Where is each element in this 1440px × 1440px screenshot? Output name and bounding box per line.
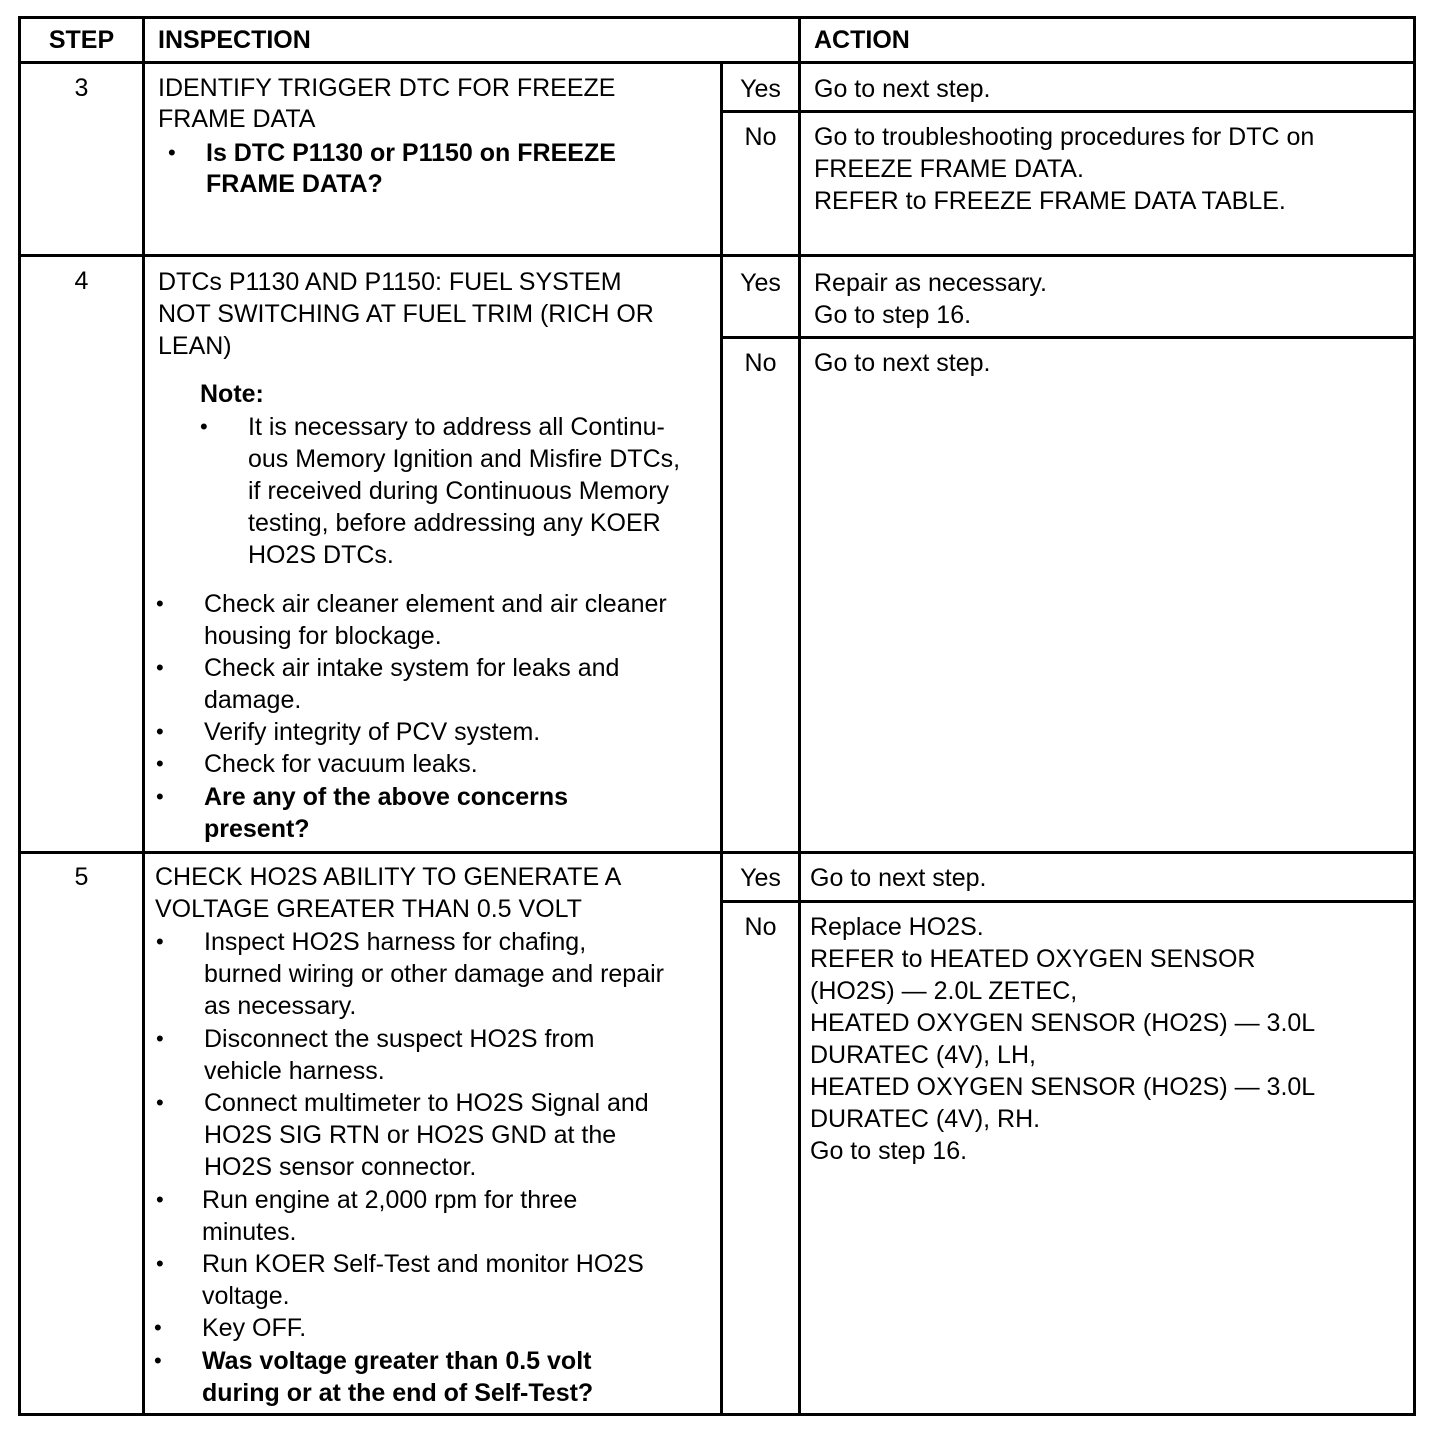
- no-action: REFER to FREEZE FRAME DATA TABLE.: [814, 187, 1286, 215]
- inspection-title: IDENTIFY TRIGGER DTC FOR FREEZE: [158, 74, 616, 102]
- inspection-bullet: Run KOER Self-Test and monitor HO2S: [202, 1250, 644, 1278]
- inspection-bullet: voltage.: [202, 1282, 290, 1310]
- inspection-question: FRAME DATA?: [206, 170, 383, 198]
- step-number: 5: [74, 863, 89, 891]
- bullet: •: [156, 1026, 164, 1051]
- no-action: (HO2S) — 2.0L ZETEC,: [810, 977, 1078, 1005]
- row-3-yes-divider: [720, 110, 1416, 113]
- row-3-bottom: [18, 254, 1416, 257]
- inspection-question: Are any of the above concerns: [204, 783, 569, 811]
- no-action: DURATEC (4V), LH,: [810, 1041, 1036, 1069]
- inspection-bullet: Check for vacuum leaks.: [204, 750, 478, 778]
- bullet: •: [156, 1251, 164, 1276]
- no-action: Go to next step.: [814, 349, 991, 377]
- bullet: •: [156, 591, 164, 616]
- bullet: •: [156, 929, 164, 954]
- border-top: [18, 16, 1416, 19]
- no-action: FREEZE FRAME DATA.: [814, 155, 1084, 183]
- row-5-yes-divider: [720, 900, 1416, 903]
- note-text: testing, before addressing any KOER: [248, 509, 661, 537]
- bullet: •: [200, 414, 208, 439]
- no-action: HEATED OXYGEN SENSOR (HO2S) — 3.0L: [810, 1009, 1316, 1037]
- inspection-title: VOLTAGE GREATER THAN 0.5 VOLT: [155, 895, 582, 923]
- yes-action: Repair as necessary.: [814, 269, 1047, 297]
- no-action: DURATEC (4V), RH.: [810, 1105, 1041, 1133]
- inspection-bullet: Run engine at 2,000 rpm for three: [202, 1186, 578, 1214]
- inspection-bullet: Inspect HO2S harness for chafing,: [204, 928, 587, 956]
- no-action: Go to step 16.: [810, 1137, 968, 1165]
- inspection-bullet: minutes.: [202, 1218, 297, 1246]
- inspection-question: Is DTC P1130 or P1150 on FREEZE: [206, 139, 616, 167]
- inspection-bullet: Connect multimeter to HO2S Signal and: [204, 1089, 649, 1117]
- divider-step: [142, 16, 145, 1416]
- yes-action: Go to next step.: [814, 75, 991, 103]
- header-bottom: [18, 61, 1416, 64]
- inspection-bullet: HO2S sensor connector.: [204, 1153, 477, 1181]
- note-text: if received during Continuous Memory: [248, 477, 670, 505]
- inspection-question: present?: [204, 815, 310, 843]
- no-label: No: [744, 913, 777, 941]
- inspection-question: during or at the end of Self-Test?: [202, 1379, 594, 1407]
- inspection-bullet: Verify integrity of PCV system.: [204, 718, 541, 746]
- inspection-title: NOT SWITCHING AT FUEL TRIM (RICH OR: [158, 300, 654, 328]
- bullet: •: [168, 140, 176, 165]
- header-step: STEP: [48, 26, 115, 54]
- inspection-bullet: Key OFF.: [202, 1314, 307, 1342]
- bullet: •: [156, 655, 164, 680]
- row-4-bottom: [18, 851, 1416, 854]
- divider-yesno: [720, 63, 723, 1416]
- bullet: •: [156, 1187, 164, 1212]
- yes-label: Yes: [740, 864, 781, 892]
- row-4-yes-divider: [720, 336, 1416, 339]
- no-action: Replace HO2S.: [810, 913, 984, 941]
- border-left: [18, 16, 21, 1416]
- inspection-bullet: HO2S SIG RTN or HO2S GND at the: [204, 1121, 617, 1149]
- no-action: HEATED OXYGEN SENSOR (HO2S) — 3.0L: [810, 1073, 1316, 1101]
- bullet: •: [154, 1348, 162, 1373]
- header-inspection: INSPECTION: [158, 26, 311, 54]
- diagnostic-table: [18, 16, 1416, 1416]
- inspection-bullet: housing for blockage.: [204, 622, 442, 650]
- inspection-bullet: burned wiring or other damage and repair: [204, 960, 664, 988]
- inspection-bullet: Check air cleaner element and air cleaner: [204, 590, 667, 618]
- no-label: No: [744, 349, 777, 377]
- inspection-question: Was voltage greater than 0.5 volt: [202, 1347, 592, 1375]
- bullet: •: [156, 751, 164, 776]
- inspection-bullet: Check air intake system for leaks and: [204, 654, 620, 682]
- bullet: •: [154, 1315, 162, 1340]
- no-action: REFER to HEATED OXYGEN SENSOR: [810, 945, 1256, 973]
- note-text: ous Memory Ignition and Misfire DTCs,: [248, 445, 681, 473]
- yes-label: Yes: [740, 75, 781, 103]
- divider-action: [798, 16, 801, 1416]
- yes-action: Go to step 16.: [814, 301, 972, 329]
- inspection-title: FRAME DATA: [158, 105, 316, 133]
- border-right: [1413, 16, 1416, 1416]
- inspection-title: LEAN): [158, 332, 232, 360]
- inspection-title: DTCs P1130 AND P1150: FUEL SYSTEM: [158, 268, 622, 296]
- yes-action: Go to next step.: [810, 864, 987, 892]
- yes-label: Yes: [740, 269, 781, 297]
- border-bottom: [18, 1413, 1416, 1416]
- bullet: •: [156, 784, 164, 809]
- inspection-bullet: vehicle harness.: [204, 1057, 385, 1085]
- note-text: HO2S DTCs.: [248, 541, 394, 569]
- inspection-title: CHECK HO2S ABILITY TO GENERATE A: [155, 863, 622, 891]
- step-number: 4: [74, 267, 89, 295]
- step-number: 3: [74, 74, 89, 102]
- bullet: •: [156, 1090, 164, 1115]
- bullet: •: [156, 719, 164, 744]
- inspection-bullet: Disconnect the suspect HO2S from: [204, 1025, 595, 1053]
- inspection-bullet: as necessary.: [204, 992, 357, 1020]
- no-action: Go to troubleshooting procedures for DTC on: [814, 123, 1315, 151]
- inspection-bullet: damage.: [204, 686, 302, 714]
- note-text: It is necessary to address all Continu-: [248, 413, 665, 441]
- note-label: Note:: [200, 380, 264, 408]
- no-label: No: [744, 123, 777, 151]
- header-action: ACTION: [814, 26, 910, 54]
